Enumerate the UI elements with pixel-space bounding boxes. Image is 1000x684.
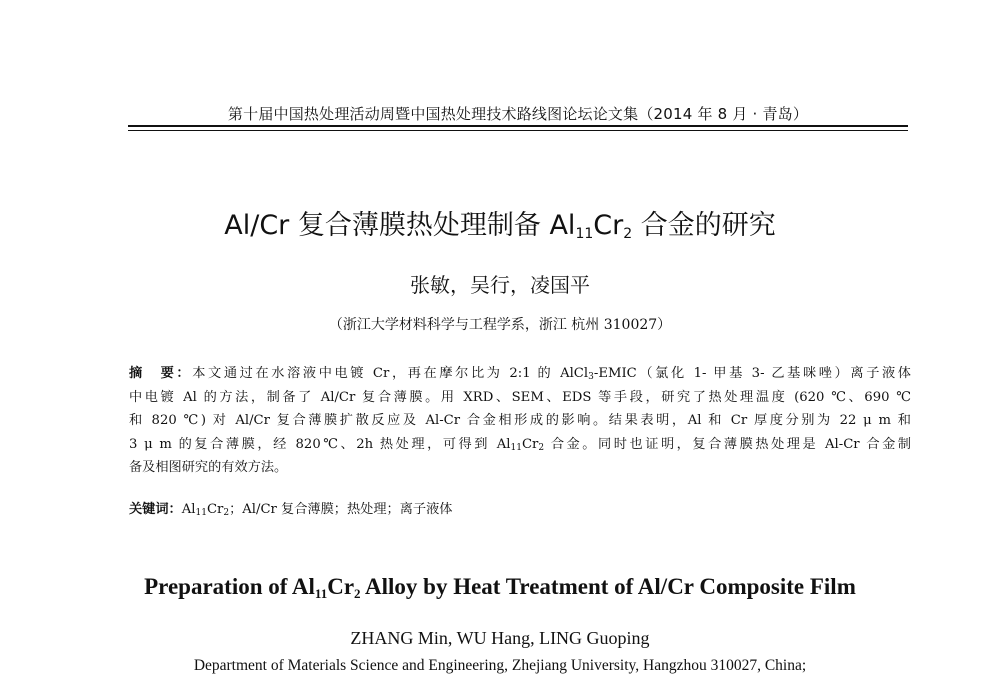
running-header: 第十届中国热处理活动周暨中国热处理技术路线图论坛论文集（2014 年 8 月 · 青岛）: [227, 105, 809, 123]
abstract-label: 摘 要：: [129, 366, 193, 381]
keyword-text: ；Al/Cr 复合薄膜；热处理；离子液体: [229, 502, 453, 517]
keyword-subscript: 11: [195, 508, 207, 518]
chinese-title: [0, 203, 1000, 242]
header-rule-thick: [128, 125, 908, 127]
chinese-title-part: Cr: [593, 210, 624, 241]
abstract-line: 和 820 ℃) 对 Al/Cr 复合薄膜扩散反应及 Al-Cr 合金相形成的影响。结果表明，Al 和 Cr 厚度分别为 22 μ m 和: [129, 413, 911, 428]
english-title-part: Preparation of Al: [144, 574, 315, 599]
abstract-text: -EMIC（氯化 1- 甲基 3- 乙基咪唑）离子液体: [593, 366, 911, 381]
keyword-subscript: 2: [223, 508, 230, 518]
chinese-affiliation: （浙江大学材料科学与工程学系，浙江 杭州 310027）: [328, 317, 672, 333]
chinese-authors: 张敏，吴行，凌国平: [410, 273, 590, 297]
abstract-subscript: 11: [510, 442, 522, 453]
english-title-subscript: 2: [354, 586, 361, 601]
english-title-part: Cr: [327, 574, 355, 599]
chinese-title-subscript: 2: [623, 226, 633, 242]
abstract-line: 备及相图研究的有效方法。: [129, 460, 288, 475]
abstract-text: 本文通过在水溶液中电镀 Cr，再在摩尔比为 2:1 的 AlCl: [192, 366, 589, 381]
chinese-title-part: 合金的研究: [632, 210, 776, 241]
english-title-part: Alloy by Heat Treatment of Al/Cr Composite Film: [360, 574, 856, 599]
abstract-line: [129, 362, 911, 386]
abstract-subscript: 3: [588, 372, 594, 382]
english-authors: ZHANG Min, WU Hang, LING Guoping: [350, 628, 650, 648]
english-title-subscript: 11: [314, 586, 328, 601]
chinese-keywords: [129, 500, 453, 520]
chinese-abstract: [129, 362, 911, 480]
abstract-text: Cr: [521, 436, 539, 452]
chinese-title-subscript: 11: [575, 226, 594, 242]
keywords-label: 关键词：: [129, 502, 182, 517]
keyword-text: Cr: [206, 502, 224, 517]
abstract-text: 3 μ m 的复合薄膜，经 820℃、2h 热处理，可得到 Al: [129, 436, 511, 452]
abstract-line: 中电镀 Al 的方法，制备了 Al/Cr 复合薄膜。用 XRD、SEM、EDS 等手段，研究了热处理温度 (620 ℃、690 ℃: [129, 389, 911, 405]
abstract-line: [129, 433, 911, 457]
keyword-text: Al: [181, 502, 196, 517]
header-rule-thin: [128, 130, 908, 131]
chinese-title-part: Al/Cr 复合薄膜热处理制备 Al: [224, 210, 576, 241]
abstract-text: 合金。同时也证明，复合薄膜热处理是 Al-Cr 合金制: [544, 436, 911, 452]
english-title: [0, 574, 1000, 600]
abstract-subscript: 2: [538, 442, 545, 453]
english-affiliation: Department of Materials Science and Engineering, Zhejiang University, Hangzhou 310027, China;: [193, 657, 807, 674]
